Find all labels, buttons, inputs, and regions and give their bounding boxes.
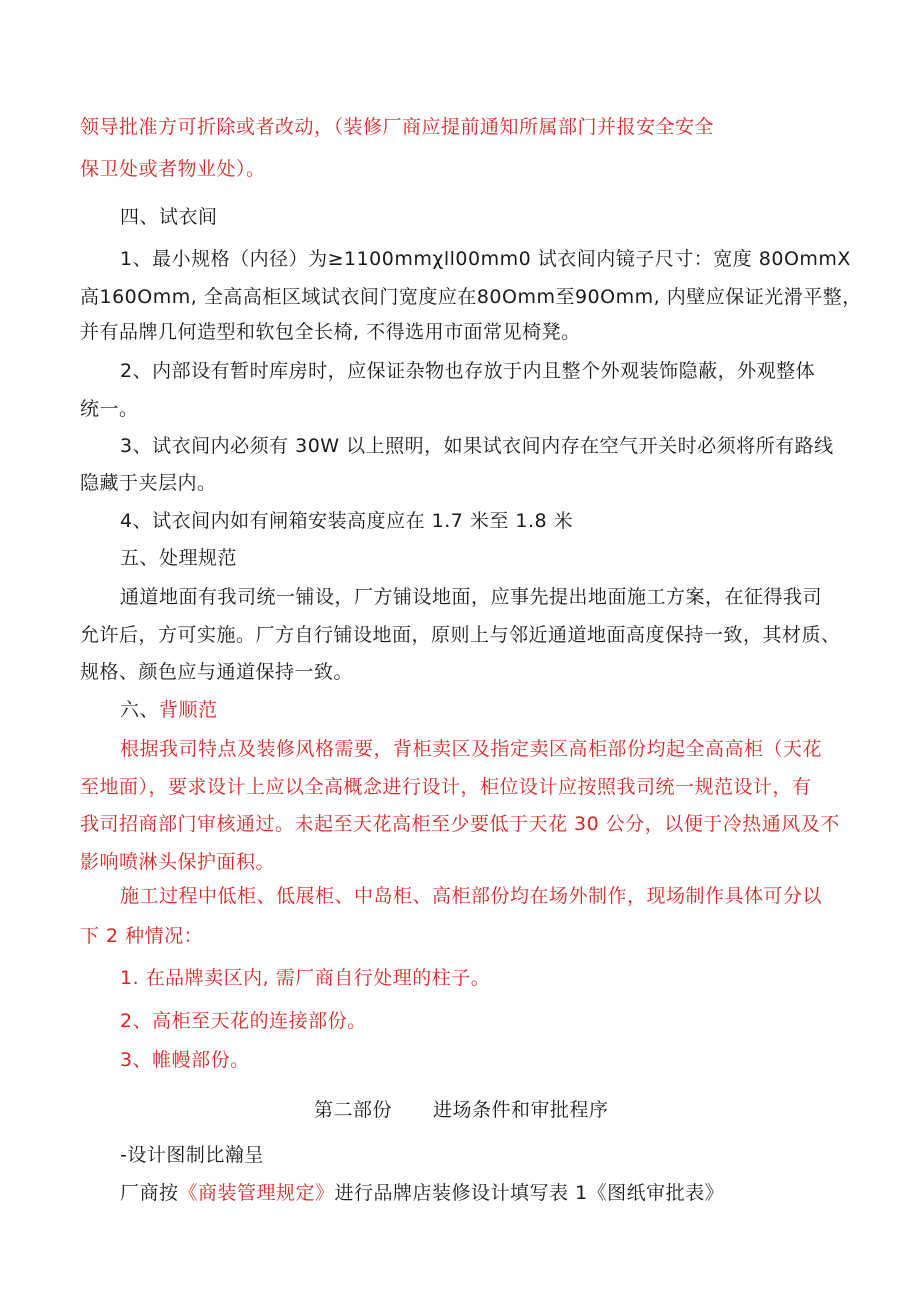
list-item: 3、帷幔部份。: [120, 1049, 250, 1071]
subsection-heading: -设计图制比瀚呈: [120, 1144, 264, 1166]
paragraph-line: 2、内部设有暂时库房时，应保证杂物也存放于内且整个外观装饰隐蔽，外观整体: [120, 360, 816, 382]
paragraph-line: 至地面），要求设计上应以全高概念进行设计，柜位设计应按照我司统一规范设计，有: [80, 776, 812, 798]
section-heading-back-cabinet: [120, 697, 218, 723]
section-heading-fitting-room: 四、试衣间: [120, 206, 218, 228]
section-number: 六、: [120, 699, 160, 721]
paragraph-line: 3、试衣间内必须有 30W 以上照明，如果试衣间内存在空气开关时必须将所有路线: [120, 435, 834, 457]
paragraph-line: 1、最小规格（内径）为≥1100mmχll00mm0 试衣间内镜子尺寸：宽度 80OmmX: [120, 248, 851, 270]
section-title: 背顺范: [159, 699, 218, 721]
text-segment: 厂商按: [120, 1182, 179, 1204]
paragraph-line: 通道地面有我司统一铺设，厂方铺设地面，应事先提出地面施工方案，在征得我司: [120, 586, 823, 608]
paragraph-line: 统一。: [80, 398, 139, 420]
paragraph-line: 并有品牌几何造型和软包全长椅, 不得选用市面常见椅凳。: [80, 321, 581, 343]
paragraph-line: 根据我司特点及装修风格需要，背柜卖区及指定卖区高柜部份均起全高高柜（天花: [120, 738, 823, 760]
paragraph-line: 施工过程中低柜、低展柜、中岛柜、高柜部份均在场外制作，现场制作具体可分以: [120, 885, 823, 907]
paragraph-line: 规格、颜色应与通道保持一致。: [80, 661, 354, 683]
paragraph-line: 我司招商部门审核通过。未起至天花高柜至少要低于天花 30 公分，以便于冷热通风及不: [80, 813, 840, 835]
paragraph-line: 隐藏于夹层内。: [80, 472, 217, 494]
paragraph-line: 领导批准方可折除或者改动，（装修厂商应提前通知所属部门并报安全安全: [80, 116, 715, 138]
paragraph-line: 高160Omm, 全高高柜区域试衣间门宽度应在80Omm至90Omm, 内壁应保证光滑平整，: [80, 286, 862, 308]
paragraph-line: 下 2 种情况：: [80, 925, 204, 947]
paragraph-line: 影响喷淋头保护面积。: [80, 851, 276, 873]
document-reference: 《商装管理规定》: [178, 1182, 335, 1204]
part-title-number: 第二部份: [314, 1099, 393, 1121]
paragraph-line: 保卫处或者物业处）。: [80, 158, 266, 180]
part-title-name: 进场条件和审批程序: [433, 1099, 609, 1121]
list-item: 1. 在品牌卖区内, 需厂商自行处理的柱子。: [120, 967, 491, 989]
paragraph-line: 允许后，方可实施。厂方自行铺设地面，原则上与邻近通道地面高度保持一致，其材质、: [80, 624, 841, 646]
section-heading-processing-norms: 五、处理规范: [120, 547, 238, 569]
text-segment: 进行品牌店装修设计填写表 1《图纸审批表》: [334, 1182, 725, 1204]
paragraph-line: 4、试衣间内如有闸箱安装高度应在 1.7 米至 1.8 米: [120, 510, 574, 532]
paragraph-line: [120, 1180, 724, 1206]
list-item: 2、高柜至天花的连接部份。: [120, 1010, 367, 1032]
